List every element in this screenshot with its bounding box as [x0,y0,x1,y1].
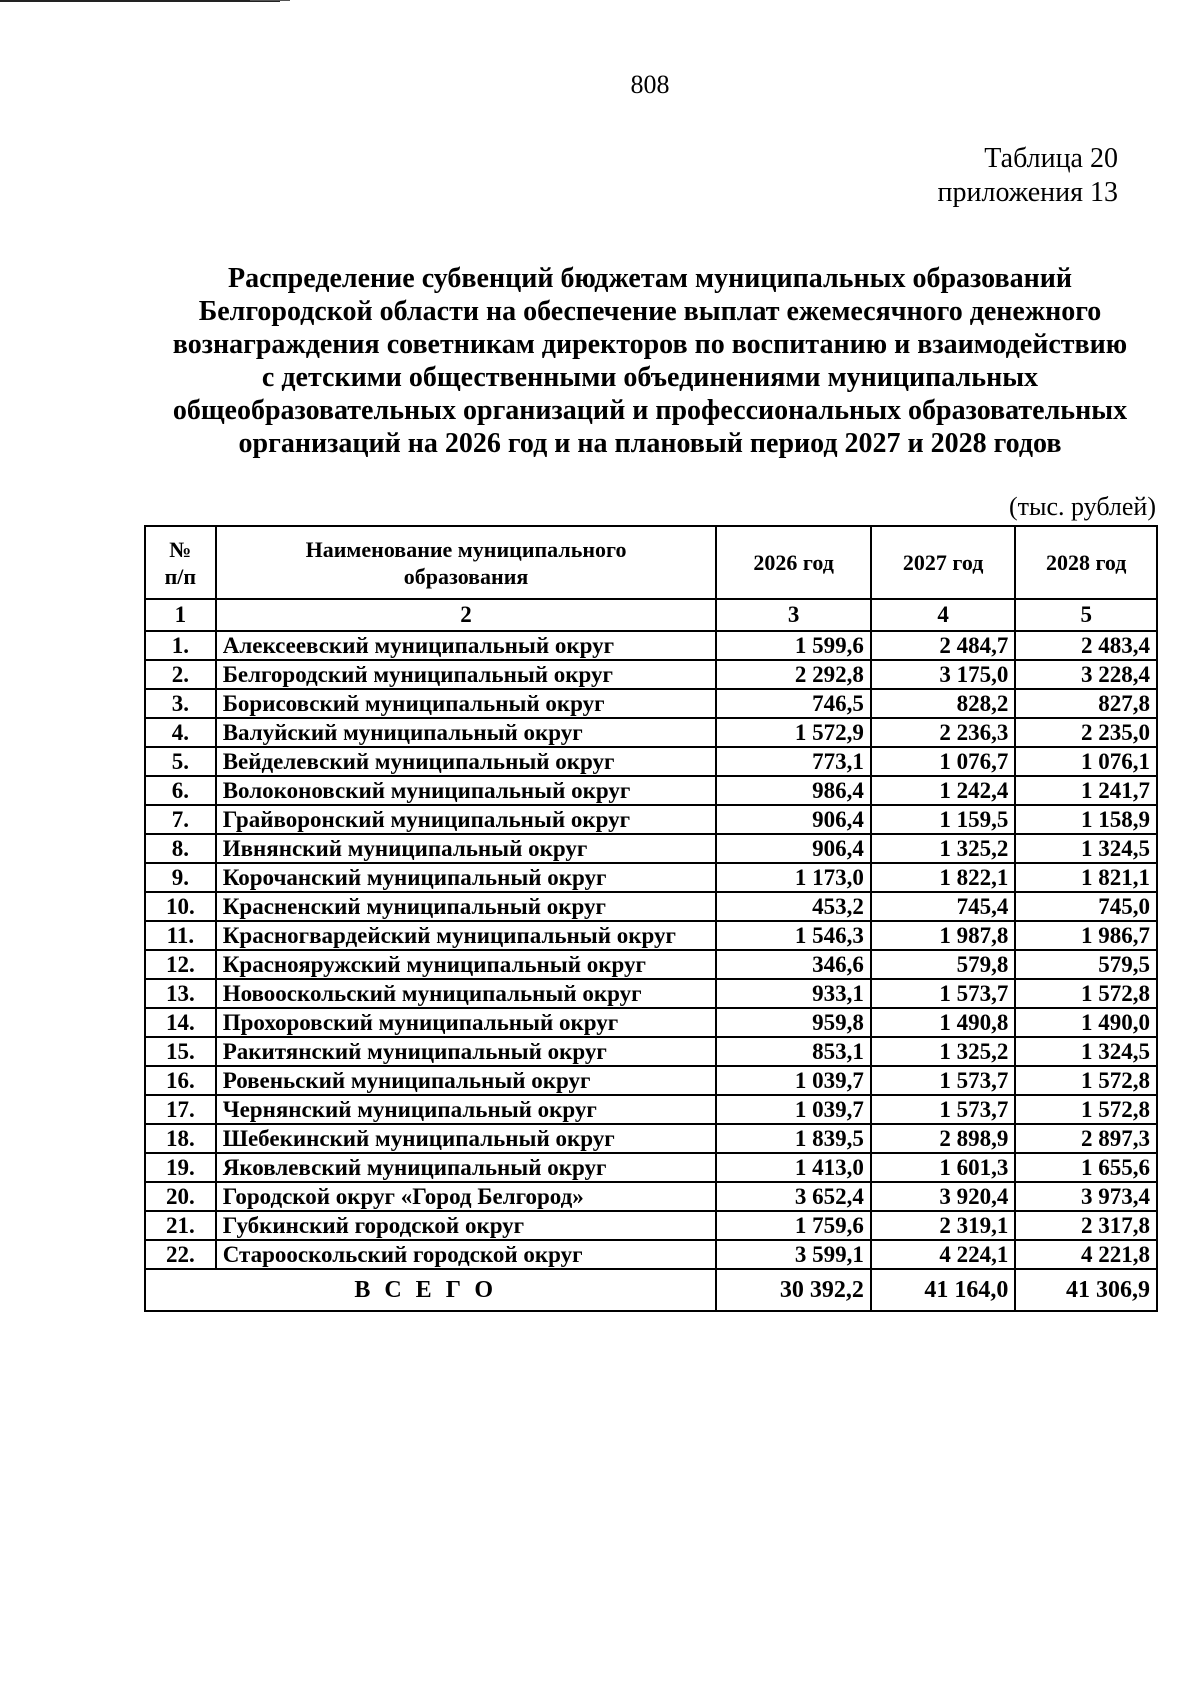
value-2027: 3 920,4 [871,1182,1016,1211]
value-2028: 1 241,7 [1015,776,1157,805]
row-number: 18. [145,1124,216,1153]
table-row [145,1240,1157,1269]
value-2026: 1 546,3 [716,921,870,950]
row-number: 4. [145,718,216,747]
municipality-name: Городской округ «Город Белгород» [216,1182,717,1211]
value-2027: 1 242,4 [871,776,1016,805]
column-number-row [145,599,1157,631]
row-number: 20. [145,1182,216,1211]
header-number [145,526,216,599]
value-2028: 1 490,0 [1015,1008,1157,1037]
table-row [145,718,1157,747]
table-row [145,1095,1157,1124]
value-2026: 1 572,9 [716,718,870,747]
municipality-name: Ракитянский муниципальный округ [216,1037,717,1066]
total-label: ВСЕГО [145,1269,716,1311]
value-2027: 745,4 [871,892,1016,921]
value-2026: 959,8 [716,1008,870,1037]
document-title [150,262,1150,460]
total-row [145,1269,1157,1311]
table-reference [938,142,1119,210]
value-2027: 3 175,0 [871,660,1016,689]
table-row [145,689,1157,718]
municipality-name: Красненский муниципальный округ [216,892,717,921]
value-2027: 1 159,5 [871,805,1016,834]
total-2026: 30 392,2 [716,1269,870,1311]
value-2027: 1 325,2 [871,1037,1016,1066]
row-number: 2. [145,660,216,689]
value-2027: 1 573,7 [871,1066,1016,1095]
header-name-line2: образования [403,563,529,589]
value-2028: 1 821,1 [1015,863,1157,892]
value-2026: 1 599,6 [716,631,870,660]
value-2026: 3 599,1 [716,1240,870,1269]
units-label: (тыс. рублей) [1008,492,1156,521]
value-2026: 746,5 [716,689,870,718]
municipality-name: Грайворонский муниципальный округ [216,805,717,834]
table-row [145,1211,1157,1240]
row-number: 6. [145,776,216,805]
row-number: 10. [145,892,216,921]
value-2027: 1 601,3 [871,1153,1016,1182]
value-2027: 1 573,7 [871,1095,1016,1124]
value-2026: 2 292,8 [716,660,870,689]
row-number: 13. [145,979,216,1008]
row-number: 22. [145,1240,216,1269]
value-2027: 4 224,1 [871,1240,1016,1269]
total-2028: 41 306,9 [1015,1269,1157,1311]
municipality-name: Ровеньский муниципальный округ [216,1066,717,1095]
total-2027: 41 164,0 [871,1269,1016,1311]
title-line: общеобразовательных организаций и профессиональных образовательных [172,395,1128,426]
value-2027: 1 987,8 [871,921,1016,950]
municipality-name: Губкинский городской округ [216,1211,717,1240]
row-number: 21. [145,1211,216,1240]
row-number: 17. [145,1095,216,1124]
value-2026: 906,4 [716,805,870,834]
header-name-line1: Наименование муниципального [305,536,627,562]
value-2026: 906,4 [716,834,870,863]
header-name [216,526,717,599]
value-2027: 1 573,7 [871,979,1016,1008]
row-number: 16. [145,1066,216,1095]
municipality-name: Белгородский муниципальный округ [216,660,717,689]
value-2027: 1 490,8 [871,1008,1016,1037]
header-number-line1: № [169,536,192,562]
value-2028: 1 076,1 [1015,747,1157,776]
value-2028: 1 572,8 [1015,1066,1157,1095]
header-2026: 2026 год [716,526,870,599]
municipality-name: Чернянский муниципальный округ [216,1095,717,1124]
value-2028: 579,5 [1015,950,1157,979]
municipality-name: Волоконовский муниципальный округ [216,776,717,805]
title-line: Распределение субвенций бюджетам муниципальных образований [228,263,1072,294]
municipality-name: Прохоровский муниципальный округ [216,1008,717,1037]
row-number: 1. [145,631,216,660]
municipality-name: Валуйский муниципальный округ [216,718,717,747]
value-2028: 1 572,8 [1015,979,1157,1008]
table-reference-line1: Таблица 20 [984,143,1118,174]
table-row [145,660,1157,689]
value-2027: 1 822,1 [871,863,1016,892]
table-row [145,1037,1157,1066]
municipality-name: Старооскольский городской округ [216,1240,717,1269]
header-2028: 2028 год [1015,526,1157,599]
row-number: 5. [145,747,216,776]
value-2028: 745,0 [1015,892,1157,921]
title-line: Белгородской области на обеспечение выплат ежемесячного денежного [198,296,1102,327]
value-2026: 933,1 [716,979,870,1008]
row-number: 7. [145,805,216,834]
municipality-name: Ивнянский муниципальный округ [216,834,717,863]
value-2028: 1 158,9 [1015,805,1157,834]
table-row [145,747,1157,776]
table-row [145,892,1157,921]
column-number: 5 [1015,599,1157,631]
municipality-name: Шебекинский муниципальный округ [216,1124,717,1153]
value-2027: 2 484,7 [871,631,1016,660]
value-2027: 579,8 [871,950,1016,979]
header-number-line2: п/п [164,563,197,589]
row-number: 14. [145,1008,216,1037]
value-2028: 1 324,5 [1015,1037,1157,1066]
header-2027: 2027 год [871,526,1016,599]
value-2028: 2 317,8 [1015,1211,1157,1240]
municipality-name: Борисовский муниципальный округ [216,689,717,718]
table-row [145,805,1157,834]
table-header-row [145,526,1157,599]
row-number: 12. [145,950,216,979]
table-row [145,776,1157,805]
municipality-name: Корочанский муниципальный округ [216,863,717,892]
row-number: 15. [145,1037,216,1066]
table-reference-line2: приложения 13 [937,177,1118,208]
table-row [145,950,1157,979]
value-2027: 1 076,7 [871,747,1016,776]
row-number: 11. [145,921,216,950]
municipality-name: Красногвардейский муниципальный округ [216,921,717,950]
column-number: 4 [871,599,1016,631]
value-2026: 1 173,0 [716,863,870,892]
value-2026: 1 839,5 [716,1124,870,1153]
value-2028: 1 986,7 [1015,921,1157,950]
value-2026: 1 039,7 [716,1095,870,1124]
table-row [145,921,1157,950]
value-2027: 2 898,9 [871,1124,1016,1153]
table-row [145,863,1157,892]
value-2028: 1 324,5 [1015,834,1157,863]
value-2028: 2 483,4 [1015,631,1157,660]
value-2028: 827,8 [1015,689,1157,718]
value-2028: 1 655,6 [1015,1153,1157,1182]
value-2028: 4 221,8 [1015,1240,1157,1269]
title-line: с детскими общественными объединениями муниципальных [261,362,1039,393]
table-row [145,1124,1157,1153]
page-number: 808 [630,70,670,99]
municipality-name: Яковлевский муниципальный округ [216,1153,717,1182]
column-number: 2 [216,599,717,631]
value-2028: 2 235,0 [1015,718,1157,747]
value-2028: 3 228,4 [1015,660,1157,689]
table-row [145,1066,1157,1095]
value-2027: 828,2 [871,689,1016,718]
table-row [145,1008,1157,1037]
value-2027: 1 325,2 [871,834,1016,863]
title-line: вознаграждения советникам директоров по воспитанию и взаимодействию [172,329,1128,360]
subventions-table [144,525,1158,1312]
table-row [145,631,1157,660]
row-number: 19. [145,1153,216,1182]
row-number: 8. [145,834,216,863]
value-2026: 346,6 [716,950,870,979]
scan-edge-line [0,0,280,2]
row-number: 9. [145,863,216,892]
value-2026: 986,4 [716,776,870,805]
column-number: 1 [145,599,216,631]
table-row [145,979,1157,1008]
value-2028: 2 897,3 [1015,1124,1157,1153]
column-number: 3 [716,599,870,631]
municipality-name: Краснояружский муниципальный округ [216,950,717,979]
scan-edge-mark [250,0,290,1]
value-2026: 1 039,7 [716,1066,870,1095]
municipality-name: Вейделевский муниципальный округ [216,747,717,776]
value-2027: 2 236,3 [871,718,1016,747]
table-row [145,834,1157,863]
row-number: 3. [145,689,216,718]
value-2026: 1 413,0 [716,1153,870,1182]
value-2027: 2 319,1 [871,1211,1016,1240]
value-2028: 3 973,4 [1015,1182,1157,1211]
value-2026: 453,2 [716,892,870,921]
table-row [145,1182,1157,1211]
municipality-name: Новооскольский муниципальный округ [216,979,717,1008]
value-2026: 773,1 [716,747,870,776]
table-row [145,1153,1157,1182]
value-2028: 1 572,8 [1015,1095,1157,1124]
value-2026: 1 759,6 [716,1211,870,1240]
value-2026: 853,1 [716,1037,870,1066]
value-2026: 3 652,4 [716,1182,870,1211]
municipality-name: Алексеевский муниципальный округ [216,631,717,660]
title-line: организаций на 2026 год и на плановый период 2027 и 2028 годов [238,428,1062,459]
